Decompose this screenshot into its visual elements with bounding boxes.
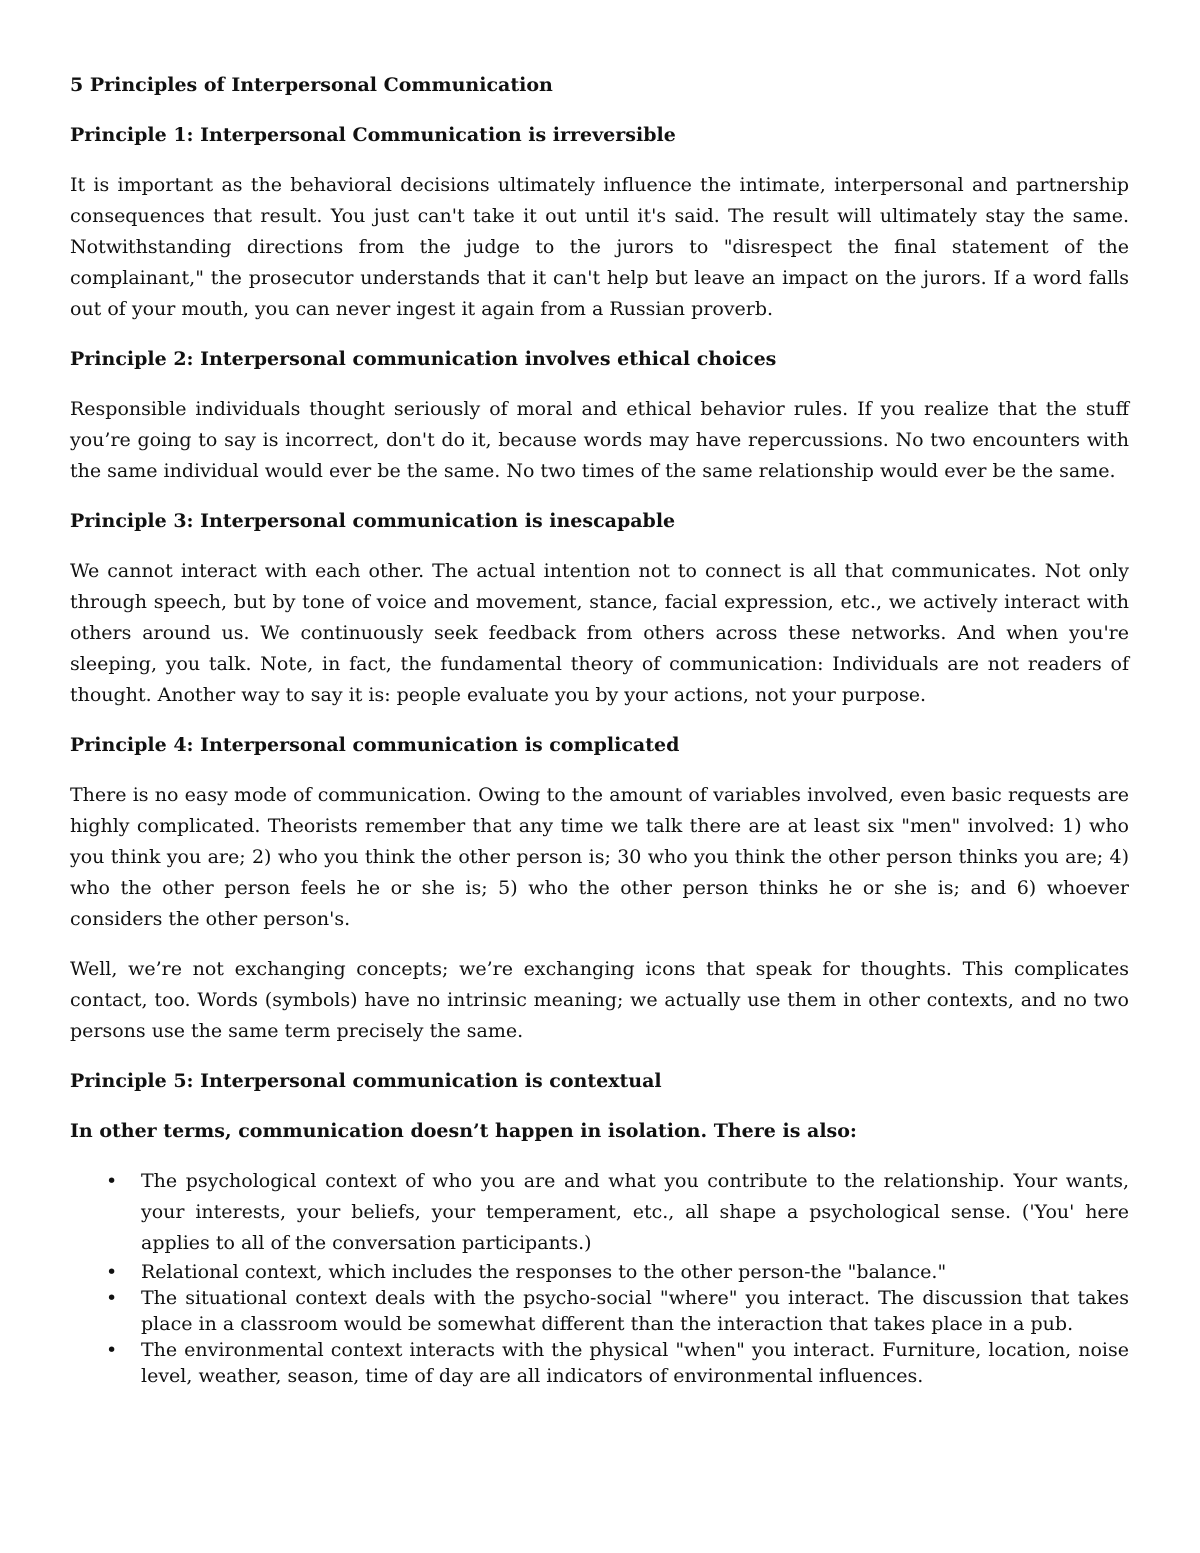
bullet-text-psychological: The psychological context of who you are and what you contribute to the relationship. Your wants, your interests, your beliefs, your temperament, etc., all shape a psychological sense. ('You' here applies to all of the conversation participants.) xyxy=(141,1170,1129,1254)
bullet-icon: • xyxy=(106,1339,118,1361)
bullet-icon: • xyxy=(106,1170,118,1192)
principle-5-heading: Principle 5: Interpersonal communication is contextual xyxy=(70,1070,662,1092)
bullet-icon: • xyxy=(106,1287,118,1309)
principle-3-paragraph: We cannot interact with each other. The actual intention not to connect is all that communicates. Not only through speech, but by tone of voice and movement, stance, facial expression, etc., we actively interact with others around us. We continuously seek feedback from others across these networks. And when you're sleeping, you talk. Note, in fact, the fundamental theory of communication: Individuals are not readers of thought. Another way to say it is: people evaluate you by your actions, not your purpose. xyxy=(70,560,1129,706)
bullet-text-environmental: The environmental context interacts with the physical "when" you interact. Furniture, location, noise level, weather, season, time of day are all indicators of environmental influences. xyxy=(141,1339,1129,1387)
document-page xyxy=(70,70,1129,1389)
principle-4-heading: Principle 4: Interpersonal communication is complicated xyxy=(70,734,680,756)
context-bullet-list xyxy=(70,1166,1129,1389)
bullet-text-situational: The situational context deals with the psycho-social "where" you interact. The discussion that takes place in a classroom would be somewhat different than the interaction that takes place in a pub. xyxy=(141,1287,1129,1335)
principle-1-paragraph: It is important as the behavioral decisions ultimately influence the intimate, interpersonal and partnership consequences that result. You just can't take it out until it's said. The result will ultimately stay the same. Notwithstanding directions from the judge to the jurors to "disrespect the final statement of the complainant," the prosecutor understands that it can't help but leave an impact on the jurors. If a word falls out of your mouth, you can never ingest it again from a Russian proverb. xyxy=(70,174,1129,320)
principle-1-heading: Principle 1: Interpersonal Communication is irreversible xyxy=(70,124,676,146)
list-item xyxy=(70,1259,1129,1285)
principle-2-heading: Principle 2: Interpersonal communication involves ethical choices xyxy=(70,348,777,370)
principle-4-paragraph-1: There is no easy mode of communication. Owing to the amount of variables involved, even basic requests are highly complicated. Theorists remember that any time we talk there are at least six "men" involved: 1) who you think you are; 2) who you think the other person is; 30 who you think the other person thinks you are; 4) who the other person feels he or she is; 5) who the other person thinks he or she is; and 6) whoever considers the other person's. xyxy=(70,784,1129,930)
document-title: 5 Principles of Interpersonal Communication xyxy=(70,74,553,96)
bullet-icon: • xyxy=(106,1261,118,1283)
list-item xyxy=(70,1166,1129,1259)
list-item xyxy=(70,1285,1129,1337)
principle-5-subheading: In other terms, communication doesn’t happen in isolation. There is also: xyxy=(70,1120,857,1142)
principle-2-paragraph: Responsible individuals thought seriously of moral and ethical behavior rules. If you realize that the stuff you’re going to say is incorrect, don't do it, because words may have repercussions. No two encounters with the same individual would ever be the same. No two times of the same relationship would ever be the same. xyxy=(70,398,1129,482)
list-item xyxy=(70,1337,1129,1389)
principle-3-heading: Principle 3: Interpersonal communication is inescapable xyxy=(70,510,676,532)
principle-4-paragraph-2: Well, we’re not exchanging concepts; we’re exchanging icons that speak for thoughts. This complicates contact, too. Words (symbols) have no intrinsic meaning; we actually use them in other contexts, and no two persons use the same term precisely the same. xyxy=(70,958,1129,1042)
bullet-text-relational: Relational context, which includes the responses to the other person-the "balance." xyxy=(141,1261,947,1283)
